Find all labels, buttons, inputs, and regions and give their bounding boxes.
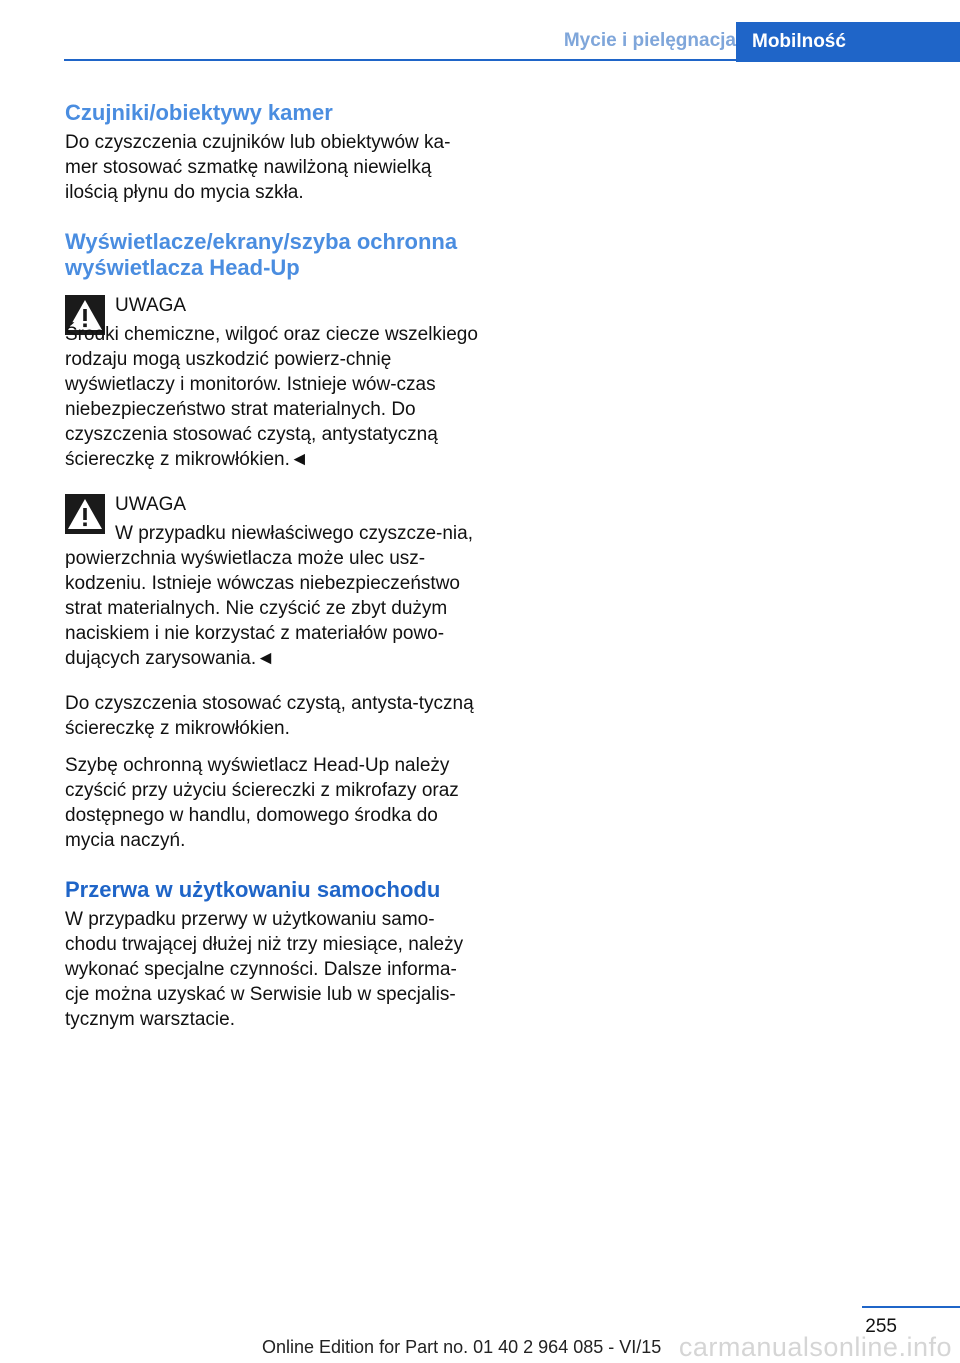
warning-text-1: Środki chemiczne, wilgoć oraz ciecze wszelkiego rodzaju mogą uszkodzić powierz-chnię wyświetlaczy i monitorów. Istnieje wów-czas niebezpieczeństwo strat materialnych. Do czyszczenia stosować czystą, antystatyczną ściereczkę z mikrowłókien.◄ (65, 324, 478, 470)
warning-title-2: UWAGA (115, 494, 187, 515)
header-section-label: Mycie i pielęgnacja (563, 30, 736, 51)
page-header (0, 0, 960, 62)
header-chapter-tab: Mobilność (736, 22, 960, 62)
page-number: 255 (865, 1316, 897, 1337)
heading-storage: Przerwa w użytkowaniu samochodu (65, 877, 441, 902)
warning-box-1 (65, 293, 480, 472)
warning-triangle-icon (65, 494, 105, 534)
warning-title-1: UWAGA (115, 295, 187, 316)
heading-cameras: Czujniki/obiektywy kamer (65, 100, 333, 125)
text-storage: W przypadku przerwy w użytkowaniu samo-chodu trwającej dłużej niż trzy miesiące, należy wykonać specjalne czynności. Dalsze informa-cje można uzyskać w Serwisie lub w specjalis-tycznym warsztacie. (65, 909, 464, 1030)
watermark: carmanualsonline.info (678, 1332, 952, 1362)
header-rule (64, 59, 736, 61)
heading-displays: Wyświetlacze/ekrany/szyba ochronna wyświetlacza Head-Up (65, 229, 458, 280)
page-content (65, 100, 480, 1032)
warning-box-2 (65, 492, 480, 671)
text-displays-2: Szybę ochronną wyświetlacz Head-Up należy czyścić przy użyciu ściereczki z mikrofazy oraz dostępnego w handlu, domowego środka do mycia naczyń. (65, 755, 459, 851)
text-displays-1: Do czyszczenia stosować czystą, antysta-tyczną ściereczkę z mikrowłókien. (65, 693, 474, 739)
text-cameras: Do czyszczenia czujników lub obiektywów ka-mer stosować szmatkę nawilżoną niewielką ilością płynu do mycia szkła. (65, 132, 451, 203)
warning-text-2: W przypadku niewłaściwego czyszcze-nia, powierzchnia wyświetlacza może ulec usz-kodzeniu. Istnieje wówczas niebezpieczeństwo strat materialnych. Nie czyścić ze zbyt dużym naciskiem i nie korzystać z materiałów powo-dujących zarysowania.◄ (65, 523, 473, 669)
footer-edition: Online Edition for Part no. 01 40 2 964 085 - VI/15 (262, 1337, 662, 1357)
footer-rule (862, 1306, 960, 1308)
